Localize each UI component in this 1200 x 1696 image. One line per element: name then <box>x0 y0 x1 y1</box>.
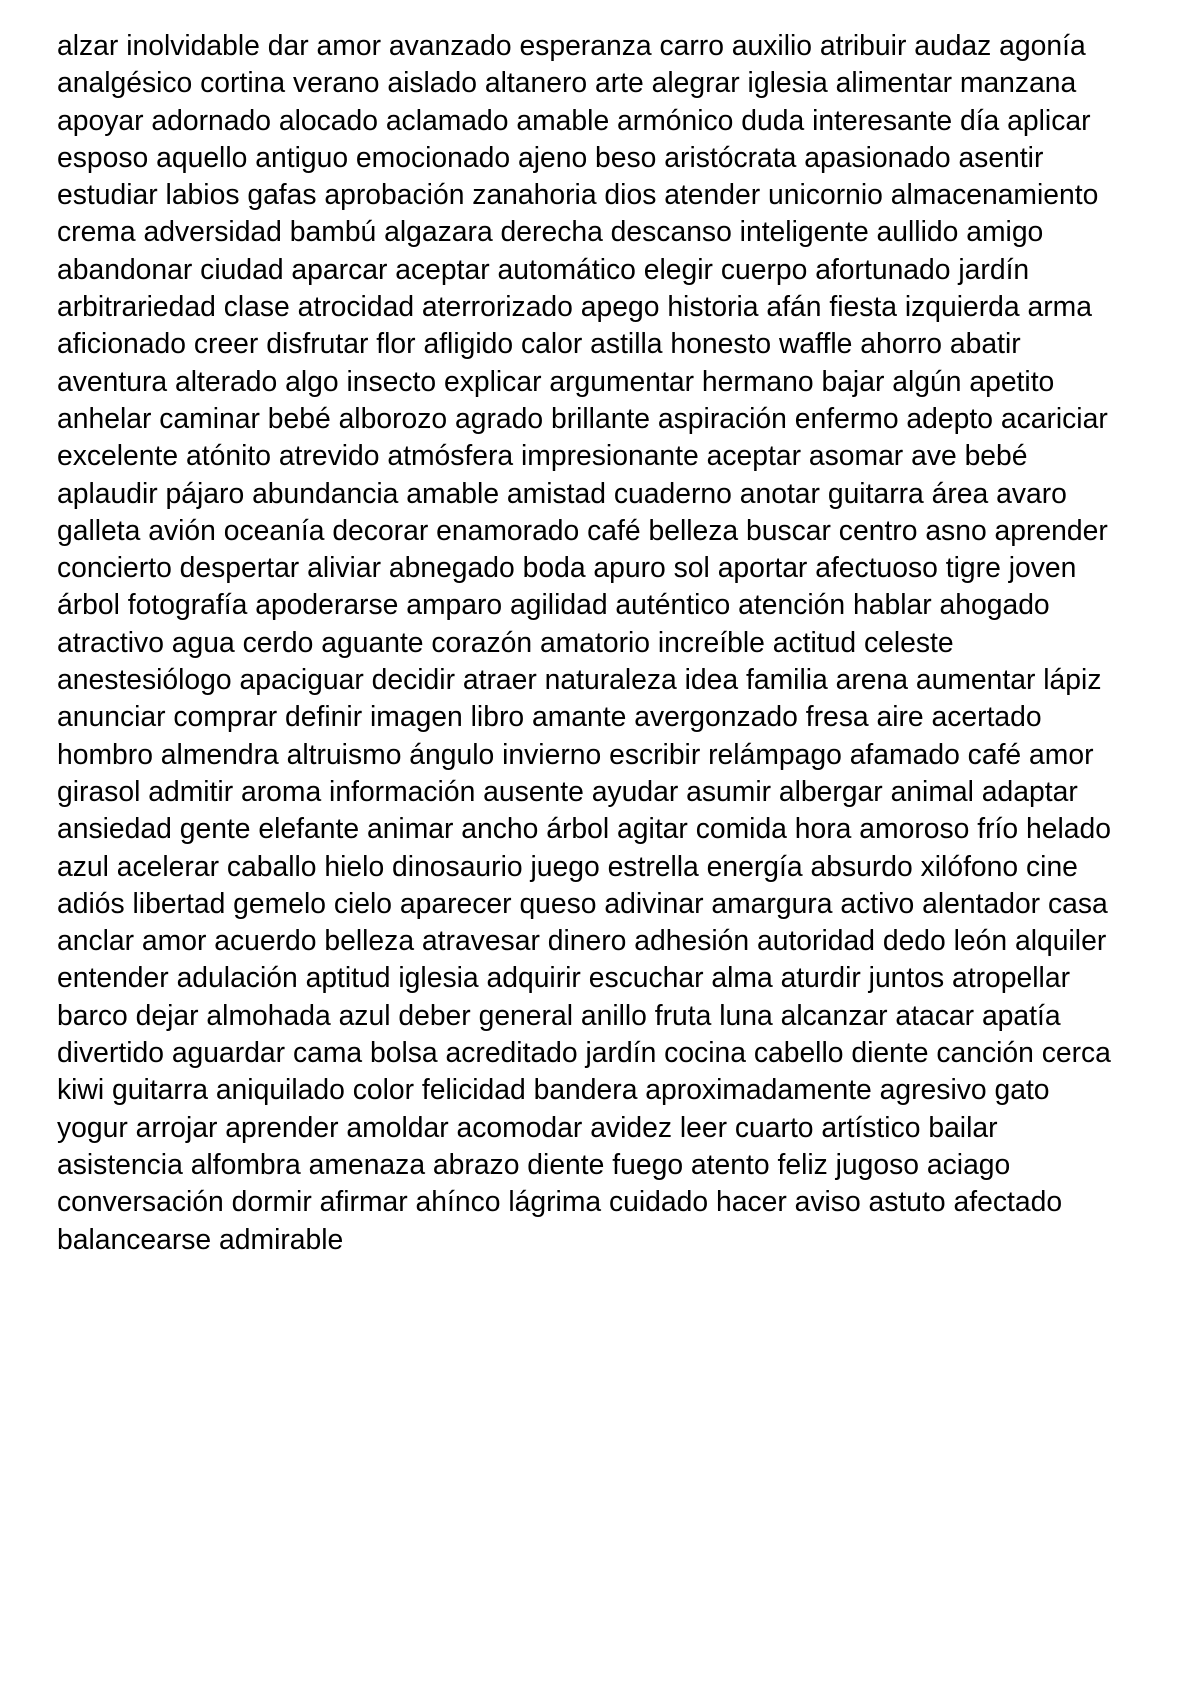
text-line: estudiar labios gafas aprobación zanahoria dios atender unicornio almacenamiento <box>57 178 1099 211</box>
text-line: anunciar comprar definir imagen libro amante avergonzado fresa aire acertado <box>57 700 1042 733</box>
text-line: ansiedad gente elefante animar ancho árbol agitar comida hora amoroso frío helado <box>57 812 1111 845</box>
text-line: kiwi guitarra aniquilado color felicidad bandera aproximadamente agresivo gato <box>57 1073 1050 1106</box>
text-line: asistencia alfombra amenaza abrazo diente fuego atento feliz jugoso aciago <box>57 1147 1011 1180</box>
text-line: abandonar ciudad aparcar aceptar automático elegir cuerpo afortunado jardín <box>57 252 1030 285</box>
text-line: aficionado creer disfrutar flor afligido calor astilla honesto waffle ahorro abatir <box>57 327 1021 360</box>
text-line: concierto despertar aliviar abnegado boda apuro sol aportar afectuoso tigre joven <box>57 551 1077 584</box>
text-line: atractivo agua cerdo aguante corazón amatorio increíble actitud celeste <box>57 625 954 658</box>
text-line: anclar amor acuerdo belleza atravesar dinero adhesión autoridad dedo león alquiler <box>57 924 1107 957</box>
text-line: apoyar adornado alocado aclamado amable armónico duda interesante día aplicar <box>57 103 1091 136</box>
text-line: adiós libertad gemelo cielo aparecer queso adivinar amargura activo alentador casa <box>57 886 1108 919</box>
text-line: excelente atónito atrevido atmósfera impresionante aceptar asomar ave bebé <box>57 439 1028 472</box>
text-line: analgésico cortina verano aislado altanero arte alegrar iglesia alimentar manzana <box>57 66 1077 99</box>
text-line: alzar inolvidable dar amor avanzado esperanza carro auxilio atribuir audaz agonía <box>57 29 1086 61</box>
text-line: barco dejar almohada azul deber general anillo fruta luna alcanzar atacar apatía <box>57 998 1061 1031</box>
text-line: anestesiólogo apaciguar decidir atraer naturaleza idea familia arena aumentar lápiz <box>57 663 1102 696</box>
text-line: divertido aguardar cama bolsa acreditado jardín cocina cabello diente canción cerca <box>57 1036 1111 1069</box>
text-line: entender adulación aptitud iglesia adquirir escuchar alma aturdir juntos atropellar <box>57 961 1070 994</box>
text-line: azul acelerar caballo hielo dinosaurio juego estrella energía absurdo xilófono cine <box>57 849 1078 882</box>
text-line: aplaudir pájaro abundancia amable amistad cuaderno anotar guitarra área avaro <box>57 476 1067 509</box>
text-line: árbol fotografía apoderarse amparo agilidad auténtico atención hablar ahogado <box>57 588 1050 621</box>
text-line: girasol admitir aroma información ausente ayudar asumir albergar animal adaptar <box>57 774 1078 807</box>
text-line: balancearse admirable <box>57 1222 344 1255</box>
text-line: anhelar caminar bebé alborozo agrado brillante aspiración enfermo adepto acariciar <box>57 401 1108 434</box>
text-line: conversación dormir afirmar ahínco lágrima cuidado hacer aviso astuto afectado <box>57 1185 1063 1218</box>
text-line: aventura alterado algo insecto explicar argumentar hermano bajar algún apetito <box>57 364 1055 397</box>
text-line: arbitrariedad clase atrocidad aterrorizado apego historia afán fiesta izquierda arma <box>57 290 1092 323</box>
text-line: crema adversidad bambú algazara derecha descanso inteligente aullido amigo <box>57 215 1044 248</box>
word-list-paragraph <box>57 27 1200 1258</box>
text-line: galleta avión oceanía decorar enamorado café belleza buscar centro asno aprender <box>57 513 1108 546</box>
text-line: yogur arrojar aprender amoldar acomodar avidez leer cuarto artístico bailar <box>57 1110 998 1143</box>
text-line: hombro almendra altruismo ángulo invierno escribir relámpago afamado café amor <box>57 737 1094 770</box>
text-line: esposo aquello antiguo emocionado ajeno beso aristócrata apasionado asentir <box>57 140 1044 173</box>
